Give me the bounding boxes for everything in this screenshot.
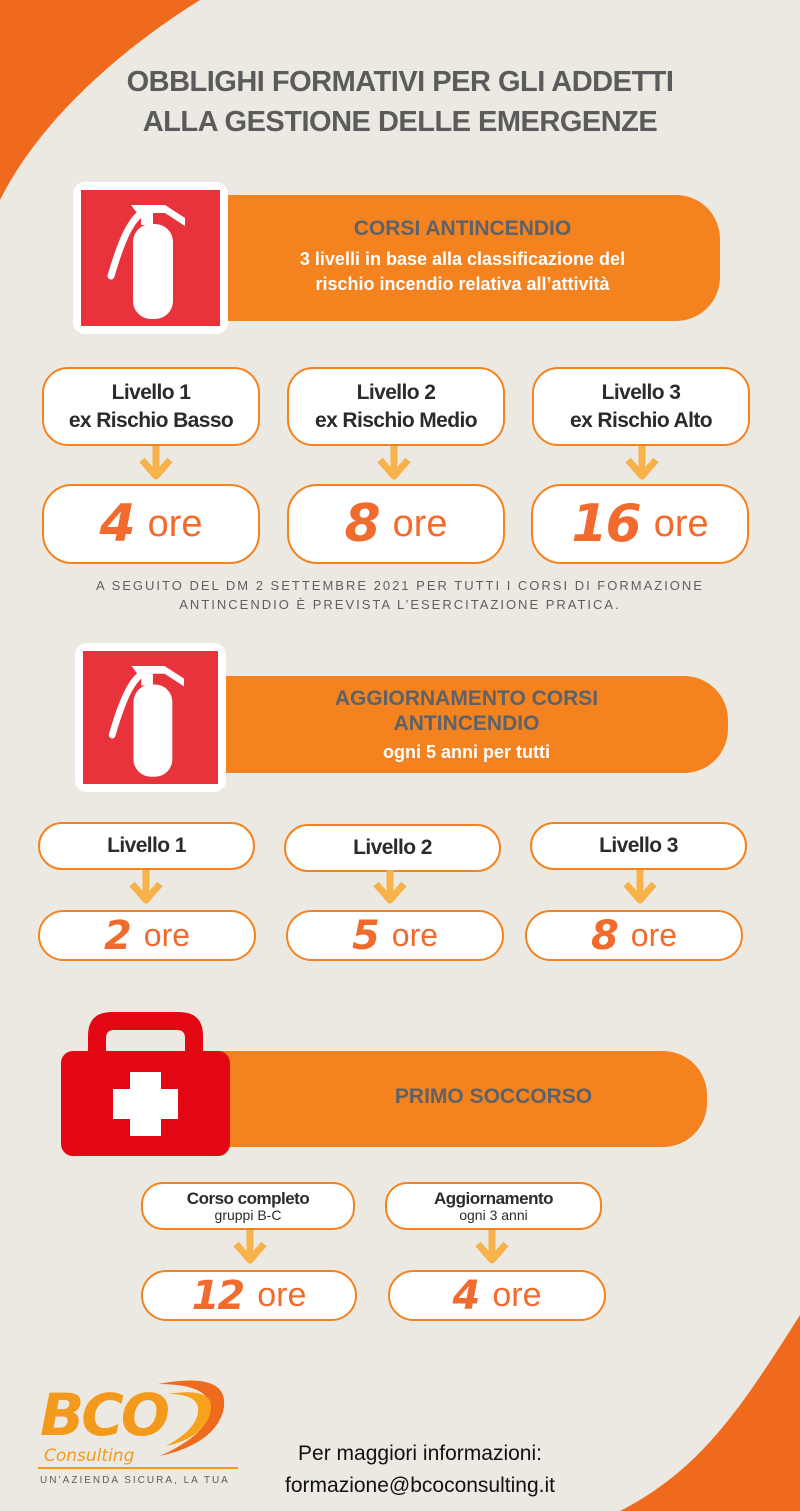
aggiornamento-livello-1-pill xyxy=(38,822,255,870)
hours-unit: ore xyxy=(653,502,709,545)
banner-title-1: AGGIORNAMENTO CORSI xyxy=(334,687,599,710)
page-title xyxy=(0,62,800,142)
logo-text: BCO xyxy=(40,1381,168,1449)
hours-unit: ore xyxy=(147,502,203,545)
livello-1-pill xyxy=(42,367,260,446)
contact-info xyxy=(240,1438,600,1502)
note-line-1: A SEGUITO DEL DM 2 SETTEMBRE 2021 PER TUTTI I CORSI DI FORMAZIONE xyxy=(96,578,704,593)
hours-unit: ore xyxy=(392,502,448,545)
livello-3-hours xyxy=(531,484,749,564)
arrow-down-icon xyxy=(230,1230,270,1268)
level-label: Livello 1 xyxy=(111,380,191,404)
arrow-down-icon xyxy=(622,446,662,484)
level-label: Livello 3 xyxy=(599,834,678,857)
course-sub: ogni 3 anni xyxy=(459,1207,528,1223)
level-label: Livello 1 xyxy=(107,834,186,857)
fire-extinguisher-icon-box xyxy=(75,643,226,792)
hours-value: 5 xyxy=(351,912,378,959)
corso-completo-hours xyxy=(141,1270,357,1321)
level-risk: ex Rischio Alto xyxy=(570,408,712,432)
hours-value: 4 xyxy=(452,1272,479,1319)
livello-2-hours xyxy=(287,484,505,564)
arrow-down-icon xyxy=(620,870,660,908)
level-label: Livello 2 xyxy=(353,836,432,859)
primo-soccorso-banner xyxy=(200,1051,707,1147)
dm-note xyxy=(0,576,800,614)
aggiornamento-livello-3-hours xyxy=(525,910,743,961)
aggiornamento-livello-3-pill xyxy=(530,822,747,870)
hours-value: 12 xyxy=(191,1272,244,1319)
aggiornamento-livello-2-hours xyxy=(286,910,504,961)
course-title: Corso completo xyxy=(186,1189,310,1208)
title-line-1: OBBLIGHI FORMATIVI PER GLI ADDETTI xyxy=(126,66,674,98)
fire-extinguisher-icon xyxy=(83,651,218,784)
bco-logo xyxy=(38,1372,238,1502)
first-aid-kit-icon xyxy=(58,1004,233,1159)
livello-2-pill xyxy=(287,367,505,446)
corsi-antincendio-banner xyxy=(205,195,720,321)
arrow-down-icon xyxy=(472,1230,512,1268)
arrow-down-icon xyxy=(126,870,166,908)
logo-subtext: Consulting xyxy=(44,1446,135,1466)
livello-1-hours xyxy=(42,484,260,564)
aggiornamento-banner xyxy=(205,676,728,773)
arrow-down-icon xyxy=(370,870,410,908)
hours-unit: ore xyxy=(257,1276,307,1314)
hours-value: 16 xyxy=(571,494,640,554)
logo-tagline: UN’AZIENDA SICURA, LA TUA xyxy=(40,1475,230,1486)
fire-extinguisher-icon xyxy=(81,190,220,326)
banner-subtitle: ogni 5 anni per tutti xyxy=(383,742,550,762)
logo-divider xyxy=(38,1467,238,1469)
arrow-down-icon xyxy=(136,446,176,484)
corso-completo-pill xyxy=(141,1182,355,1230)
hours-unit: ore xyxy=(492,1276,542,1314)
level-label: Livello 2 xyxy=(356,380,436,404)
aggiornamento-ps-pill xyxy=(385,1182,602,1230)
hours-unit: ore xyxy=(143,917,191,953)
course-title: Aggiornamento xyxy=(433,1189,554,1208)
aggiornamento-livello-2-pill xyxy=(284,824,501,872)
arrow-down-icon xyxy=(374,446,414,484)
contact-label: Per maggiori informazioni: xyxy=(298,1442,542,1465)
banner-subtitle-2: rischio incendio relativa all’attività xyxy=(315,274,610,294)
note-line-2: ANTINCENDIO È PREVISTA L’ESERCITAZIONE PRATICA. xyxy=(179,597,621,612)
banner-title: CORSI ANTINCENDIO xyxy=(353,217,572,240)
level-label: Livello 3 xyxy=(601,380,681,404)
contact-email[interactable]: formazione@bcoconsulting.it xyxy=(285,1474,555,1497)
livello-3-pill xyxy=(532,367,750,446)
aggiornamento-livello-1-hours xyxy=(38,910,256,961)
hours-unit: ore xyxy=(630,917,678,953)
title-line-2: ALLA GESTIONE DELLE EMERGENZE xyxy=(142,106,658,138)
level-risk: ex Rischio Medio xyxy=(315,408,477,432)
banner-subtitle-1: 3 livelli in base alla classificazione del xyxy=(299,249,626,269)
fire-extinguisher-icon-box xyxy=(73,182,228,334)
aggiornamento-ps-hours xyxy=(388,1270,606,1321)
course-sub: gruppi B-C xyxy=(214,1207,282,1223)
hours-unit: ore xyxy=(391,917,439,953)
level-risk: ex Rischio Basso xyxy=(68,408,234,432)
hours-value: 2 xyxy=(103,912,130,959)
hours-value: 8 xyxy=(344,494,379,554)
banner-title: PRIMO SOCCORSO xyxy=(394,1085,593,1108)
banner-title-2: ANTINCENDIO xyxy=(393,712,540,735)
hours-value: 8 xyxy=(590,912,617,959)
hours-value: 4 xyxy=(99,494,134,554)
